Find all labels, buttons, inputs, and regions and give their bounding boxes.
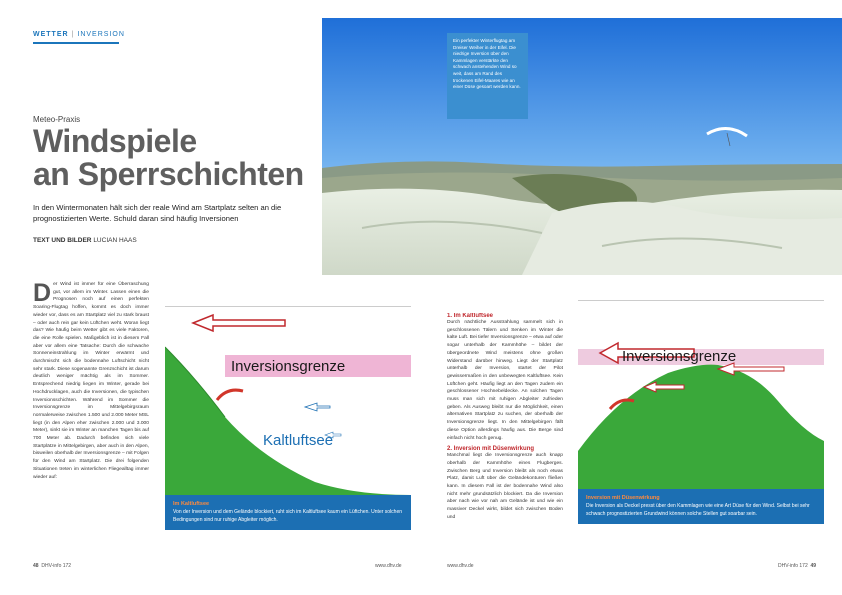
caption-heading: Inversion mit Düsenwirkung [586,495,660,501]
footer-left [33,563,71,569]
landscape-image [322,18,842,275]
lead-text: In den Wintermonaten hält sich der reale Wind am Startplatz selten an die prognostizierten Werte. Schuld daran sind häufig Inversionen [33,203,282,223]
url-left: www.dhv.de [375,563,402,569]
caption-text: Von der Inversion und dem Gelände blockiert, ruht sich im Kaltluftsee kaum ein Lüftchen. Unter solchen Bedingungen sind nur ruhige Abgleiter möglich. [173,509,403,523]
hero-photo [322,18,842,275]
header-rule [33,42,119,44]
issue-right: DHV-info 172 [778,563,808,569]
section-1-heading: 1. Im Kaltluftsee [447,313,494,319]
dropcap: D [33,281,52,307]
page-number-right: 49 [810,563,817,569]
section-label: WETTER [33,31,69,38]
title-line-2: an Sperrschichten [33,156,304,192]
body-column-1 [33,281,149,559]
diagram-kaltluftsee-graphic [165,307,411,495]
inversion-label: Inversionsgrenze [622,348,737,365]
byline-label: TEXT UND BILDER [33,237,92,244]
diagram-duesenwirkung-graphic [578,301,824,489]
kicker: Meteo-Praxis [33,115,81,124]
issue-left: DHV-info 172 [41,563,72,569]
caption-heading: Im Kaltluftsee [173,501,210,507]
subsection-label: INVERSION [77,31,125,38]
diagram-kaltluftsee [165,306,411,543]
article-title [33,125,304,191]
body-column-1-text: er Wind ist immer für eine Überraschung gut, vor allem im Winter. Lassen einen die Prognosen noch auf einen perfekten Soaring-Flugtag hoffen, kommt es doch immer wieder vor, dass es am Startplatz viel zu stark braust – oder auch rein gar kein Lüftchen weht. Woran liegt das? Wie häufig beim Wetter gibt es viele Faktoren, die eine Rolle spielen. Maßgeblich ist in diesem Fall aber vor allem eine Tatsache: Durch die schwache Sonneneinstrahlung im Winter erwärmt und durchmischt sich die bodennahe Luftschicht nicht sehr stark. Diese sogenannte Grenzschicht ist darum deutlich weniger mächtig als im Sommer. Entsprechend niedrig liegen im Winter, gerade bei Hochdrucklagen, auch die Inversionen, die typischen Inversionsschichten. Während im Sommer die Inversionsgrenze im Mittelgebirgsraum normalerweise zwischen 1.500 und 2.000 Meter MSL liegt (in den Alpen eher zwischen 2.000 und 3.000 Meter), sinkt sie im Winter an manchen Tagen bis auf 700 Meter ab. Dadurch befinden sich viele Startplätze in Mittelgebirgen, aber auch in den Alpen, bisweilen oberhalb der Inversionsgrenze – mit Folgen für den Wind am Startplatz. Die drei folgenden Situationen treten im winterlichen Fliegealltag immer wieder auf: [33,282,149,480]
section-2-heading: 2. Inversion mit Düsenwirkung [447,446,535,453]
diagram-duesenwirkung [578,300,824,543]
body-column-2 [447,313,563,563]
tag-separator: | [71,31,75,38]
photo-caption: Ein perfekter Winterflugtag am Dreiser Weiher in der Eifel. Die niedrige Inversion über den Kammlagen verstärkte den schwach anstehenden Wind so weit, dass am Rand des trockenen Eifel-Maares wie an einer Düse gesoart werden kann. [447,33,528,119]
url-right: www.dhv.de [447,563,474,569]
section-tag [33,31,125,38]
section-1-text: Durch nächtliche Ausstrahlung sammelt sich in geschlossenen Tälern und Senken im Winter die kalte Luft. Bei tiefer Inversionsgrenze – etwa auf oder sogar unterhalb der Kammhöhe – bildet der übergeordnete Wind meistens ohne großen Widerstand darüber hinweg. Liegt der Startplatz unterhalb der Inversion, startet der Pilot gewissermaßen in den unbewegten Kaltluftsee. Kein Lüftchen geht. Häufig liegt an den Tagen zudem ein geschlossener Hochnebeldecke. An solchen Tagen muss man sich mit ruhigen Abgleiter zufrieden geben. Als Ausweg bleibt nur die Möglichkeit, einen alternativen Startplatz zu suchen, der oberhalb der Inversionsgrenze liegt. In den Mittelgebirgen fällt diese Option allerdings häufig aus. Die Berge sind einfach nicht hoch genug. [447,320,563,441]
caption-text: Die Inversion als Deckel presst über den Kammlagen wie eine Art Düse für den Wind. Selbst bei sehr schwach prognostizierten Grundwind können solche Stellen gut soarbar sein. [586,503,810,517]
diagram-kaltluftsee-caption [165,495,411,530]
diagram-duesenwirkung-caption [578,489,824,524]
footer-right [778,563,816,569]
page-number-left: 48 [33,563,39,569]
byline-name: LUCIAN HAAS [93,237,137,244]
cold-air-label: Kaltluftsee [263,432,334,449]
inversion-label: Inversionsgrenze [231,358,346,375]
section-2-text: Manchmal liegt die Inversionsgrenze auch knapp oberhalb der Kammhöhe eines Flugberges. Zwischen Berg und Inversion bleibt als noch etwas Platz, damit Luft über die Geländekonturen fließen kann. In diesem Fall ist der bodennahe Wind also nicht mehr grundsätzlich blockiert. Da die Inversion aber nach wie vor nah am Gelände ist und wie ein massiver Deckel wirkt, bildet sich zwischen Boden und [447,453,563,520]
byline [33,237,137,244]
title-line-1: Windspiele [33,123,197,159]
